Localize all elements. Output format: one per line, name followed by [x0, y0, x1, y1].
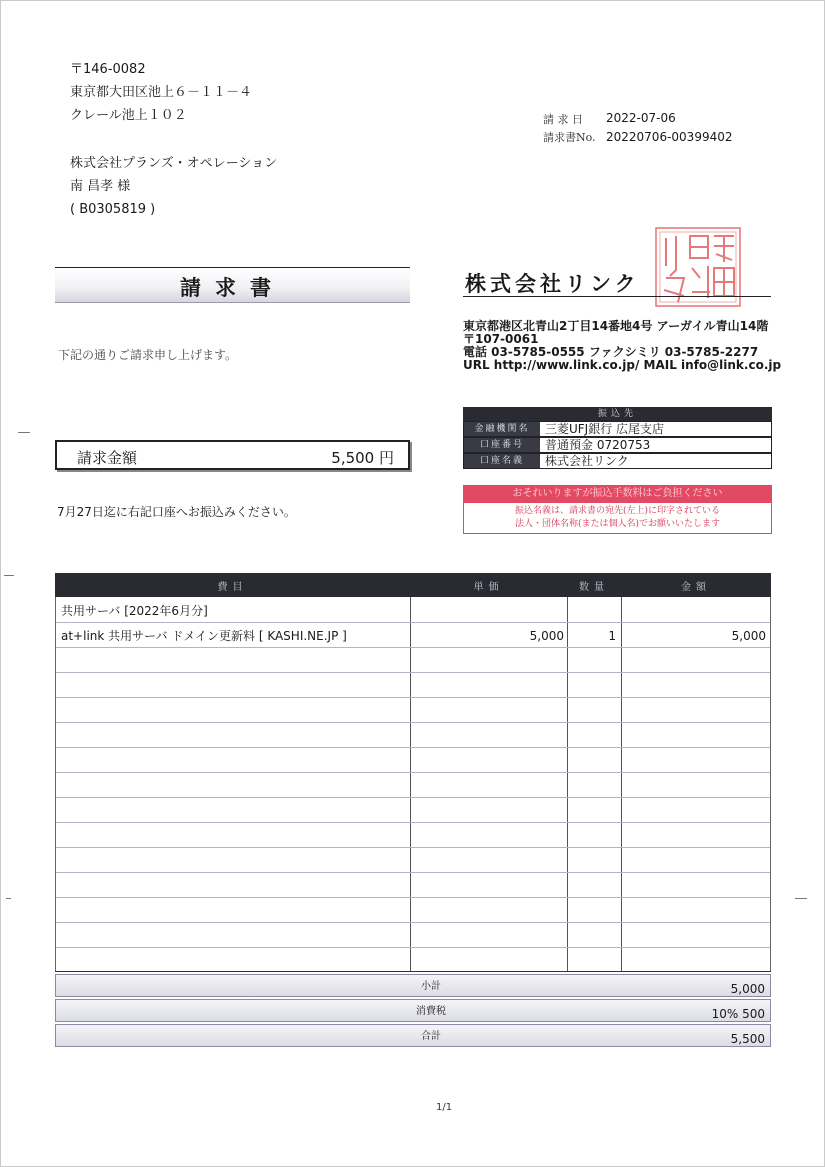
invoice-date-label: 請 求 日 — [543, 113, 583, 126]
scan-mark — [6, 898, 11, 899]
total-row — [55, 1024, 771, 1047]
invoice-title-bar — [55, 267, 410, 303]
table-row-unit-price: 5,000 — [529, 629, 564, 643]
items-table-body — [55, 597, 771, 971]
invoice-number-label: 請求書No. — [543, 131, 596, 144]
issuer-name-underline — [463, 296, 771, 297]
total-label: 合計 — [421, 1031, 441, 1042]
scan-mark — [795, 898, 807, 899]
subtotal-label: 小計 — [421, 981, 441, 992]
bank-row — [463, 437, 772, 453]
bank-row-value: 三菱UFJ銀行 広尾支店 — [545, 422, 665, 436]
column-header-amount: 金額 — [681, 582, 711, 593]
recipient-company: 株式会社プランズ・オペレーション — [70, 156, 278, 171]
bank-row-value: 株式会社リンク — [545, 454, 629, 468]
issuer-address: 東京都港区北青山2丁目14番地4号 アーガイル青山14階 — [463, 319, 769, 333]
fee-notice-line2: 法人・団体名称(または個人名)でお願いいたします — [514, 519, 721, 529]
page-number: 1/1 — [436, 1102, 453, 1113]
bank-row-value: 普通預金 0720753 — [545, 438, 651, 452]
issuer-web-mail: URL http://www.link.co.jp/ MAIL info@link.co.jp — [463, 358, 782, 372]
billing-amount-box — [55, 440, 410, 470]
subtotal-row — [55, 974, 771, 997]
recipient-person: 南 昌孝 様 — [70, 179, 131, 194]
fee-notice-line1: 振込名義は、請求書の宛先(左上)に印字されている — [514, 506, 721, 516]
recipient-address-line1: 東京都大田区池上６－１１－４ — [70, 85, 253, 100]
invoice-date-value: 2022-07-06 — [606, 111, 676, 125]
issuer-company-name: 株式会社リンク — [465, 272, 640, 296]
issuer-postal: 〒107-0061 — [463, 332, 539, 346]
bank-row — [463, 421, 772, 437]
subtotal-value: 5,000 — [730, 982, 765, 996]
table-row-item: 共用サーバ [2022年6月分] — [61, 604, 208, 618]
table-row-quantity: 1 — [608, 629, 616, 643]
bank-header: 振込先 — [463, 407, 772, 421]
recipient-address-line2: クレール池上１０２ — [70, 108, 187, 123]
table-row-amount: 5,000 — [731, 629, 766, 643]
scan-mark — [4, 575, 14, 576]
column-header-quantity: 数量 — [579, 582, 609, 593]
recipient-block — [70, 58, 277, 221]
invoice-title: 請求書 — [180, 276, 285, 300]
column-header-item: 費目 — [217, 582, 248, 593]
table-row-item: at+link 共用サーバ ドメイン更新料 [ KASHI.NE.JP ] — [61, 629, 347, 643]
fee-notice-header: おそれいりますが振込手数料はご負担ください — [463, 485, 772, 502]
items-table-header — [55, 573, 771, 597]
issuer-phone-fax: 電話 03-5785-0555 ファクシミリ 03-5785-2277 — [463, 345, 759, 359]
intro-note: 下記の通りご請求申し上げます。 — [58, 348, 238, 362]
total-value: 5,500 — [730, 1032, 765, 1046]
column-header-unit-price: 単価 — [473, 582, 504, 593]
tax-value: 10% 500 — [711, 1007, 765, 1021]
bank-row-label: 金融機関名 — [464, 422, 540, 436]
tax-row — [55, 999, 771, 1022]
bank-row-label: 口座名義 — [464, 454, 540, 468]
recipient-postal: 〒146-0082 — [70, 62, 146, 77]
payment-due-text: 7月27日迄に右記口座へお振込みください。 — [57, 505, 296, 519]
scan-mark — [18, 432, 30, 433]
tax-label: 消費税 — [416, 1006, 446, 1017]
billing-amount-value: 5,500 円 — [331, 449, 394, 467]
billing-amount-label: 請求金額 — [77, 449, 138, 467]
recipient-code: ( B0305819 ) — [70, 202, 156, 217]
bank-row-label: 口座番号 — [464, 438, 540, 452]
fee-notice-box — [463, 502, 772, 534]
invoice-number-value: 20220706-00399402 — [606, 130, 733, 144]
bank-row — [463, 453, 772, 469]
issuer-contact-block — [463, 320, 781, 372]
